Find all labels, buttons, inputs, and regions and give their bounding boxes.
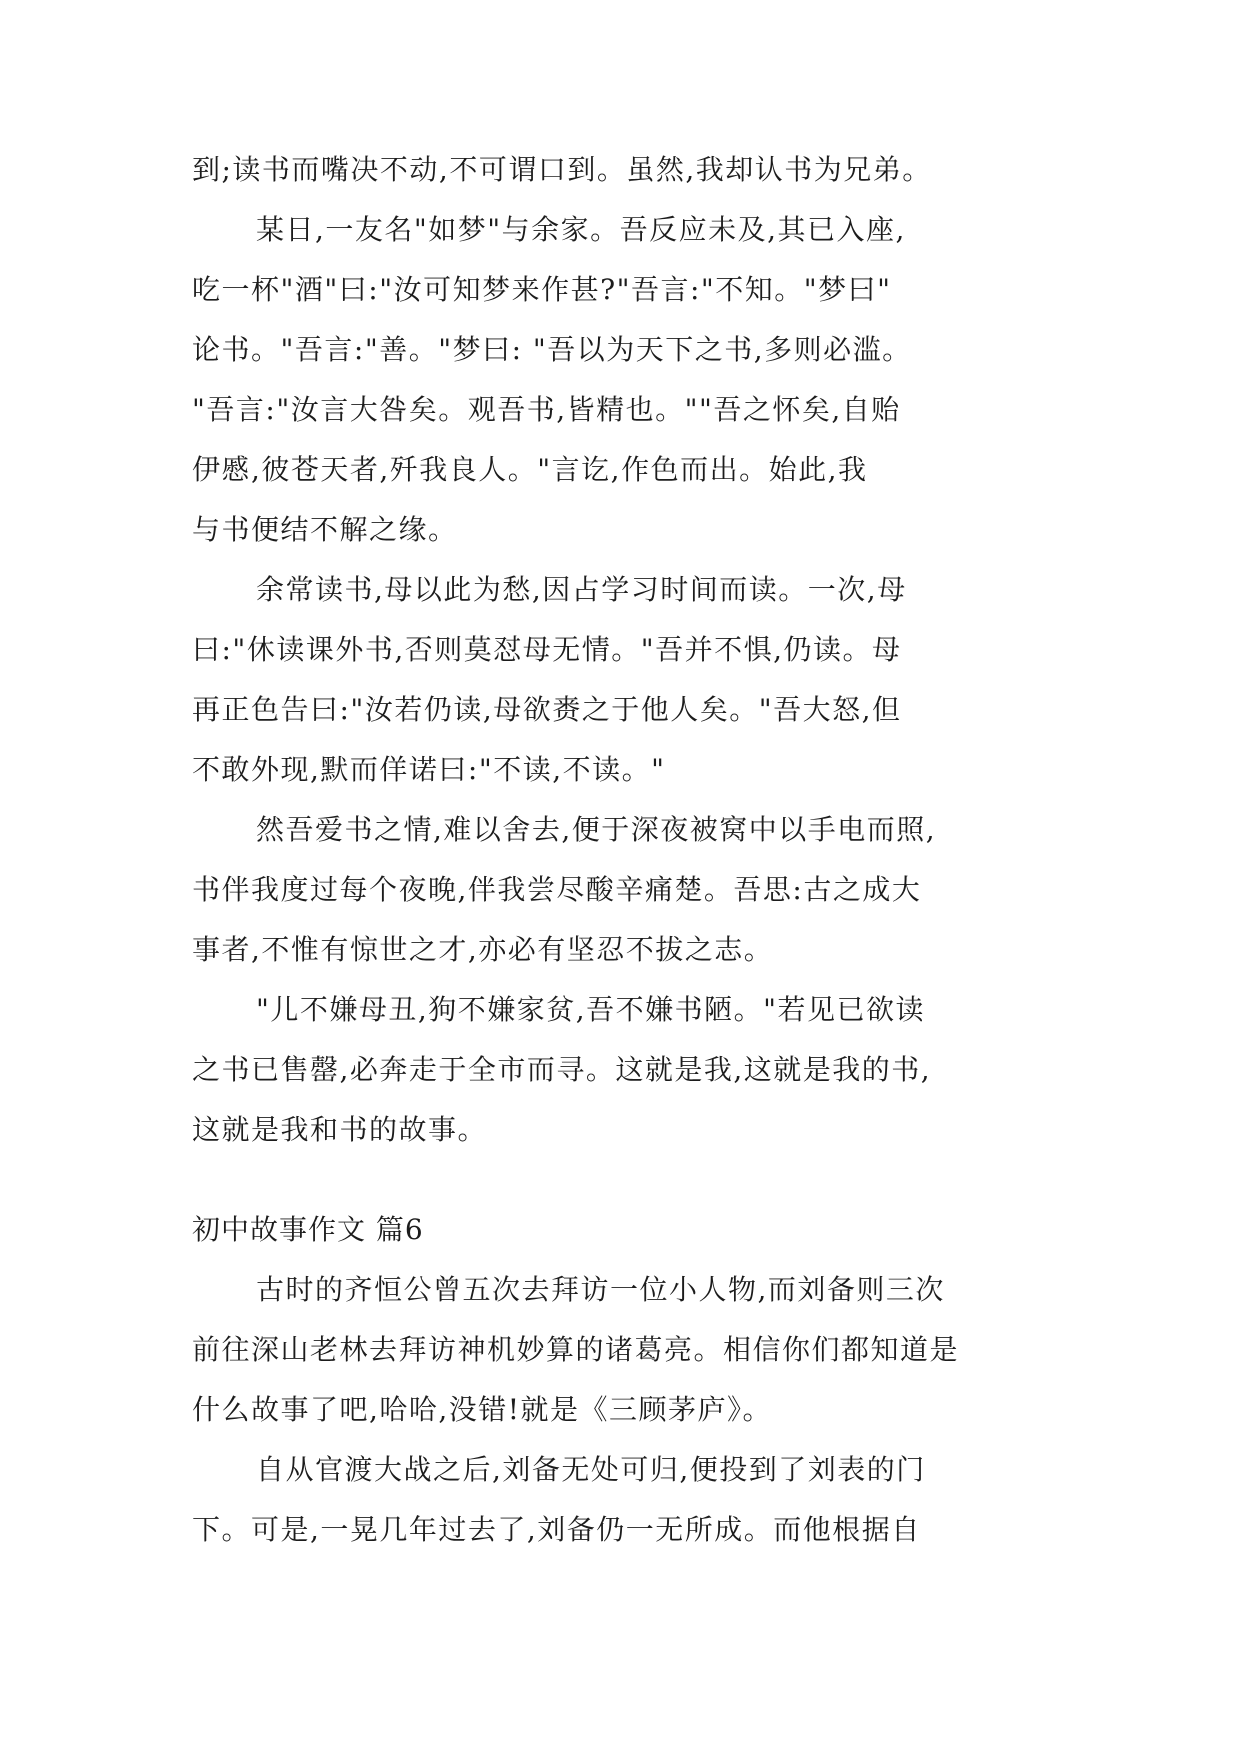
section-heading: 初中故事作文 篇6 bbox=[192, 1213, 424, 1246]
text-line: 再正色告曰:"汝若仍读,母欲赉之于他人矣。"吾大怒,但 bbox=[192, 693, 902, 726]
text-line: 书伴我度过每个夜晚,伴我尝尽酸辛痛楚。吾思:古之成大 bbox=[192, 873, 922, 906]
text-line: 曰:"休读课外书,否则莫怼母无情。"吾并不惧,仍读。母 bbox=[192, 633, 902, 666]
text-line: 到;读书而嘴决不动,不可谓口到。虽然,我却认书为兄弟。 bbox=[192, 153, 932, 186]
paragraph-start-line: 古时的齐恒公曾五次去拜访一位小人物,而刘备则三次 bbox=[256, 1273, 945, 1306]
text-line: 之书已售罄,必奔走于全市而寻。这就是我,这就是我的书, bbox=[192, 1053, 932, 1086]
text-line: "吾言:"汝言大咎矣。观吾书,皆精也。""吾之怀矣,自贻 bbox=[192, 393, 901, 426]
text-line: 与书便结不解之缘。 bbox=[192, 513, 458, 546]
paragraph-start-line: 自从官渡大战之后,刘备无处可归,便投到了刘表的门 bbox=[256, 1453, 926, 1486]
text-line: 吃一杯"酒"曰:"汝可知梦来作甚?"吾言:"不知。"梦曰" bbox=[192, 273, 892, 306]
text-line: 论书。"吾言:"善。"梦曰: "吾以为天下之书,多则必滥。 bbox=[192, 333, 912, 366]
text-line: 事者,不惟有惊世之才,亦必有坚忍不拔之志。 bbox=[192, 933, 774, 966]
text-line: 前往深山老林去拜访神机妙算的诸葛亮。相信你们都知道是 bbox=[192, 1333, 960, 1366]
text-line: 这就是我和书的故事。 bbox=[192, 1113, 488, 1146]
paragraph-start-line: "儿不嫌母丑,狗不嫌家贫,吾不嫌书陋。"若见已欲读 bbox=[256, 993, 926, 1026]
paragraph-start-line: 然吾爱书之情,难以舍去,便于深夜被窝中以手电而照, bbox=[256, 813, 937, 846]
paragraph-start-line: 余常读书,母以此为愁,因占学习时间而读。一次,母 bbox=[256, 573, 907, 606]
text-line: 不敢外现,默而佯诺曰:"不读,不读。" bbox=[192, 753, 666, 786]
paragraph-start-line: 某日,一友名"如梦"与余家。吾反应未及,其已入座, bbox=[256, 213, 906, 246]
text-line: 什么故事了吧,哈哈,没错!就是《三顾茅庐》。 bbox=[192, 1393, 773, 1426]
text-line: 下。可是,一晃几年过去了,刘备仍一无所成。而他根据自 bbox=[192, 1513, 921, 1546]
text-line: 伊慼,彼苍天者,歼我良人。"言讫,作色而出。始此,我 bbox=[192, 453, 868, 486]
